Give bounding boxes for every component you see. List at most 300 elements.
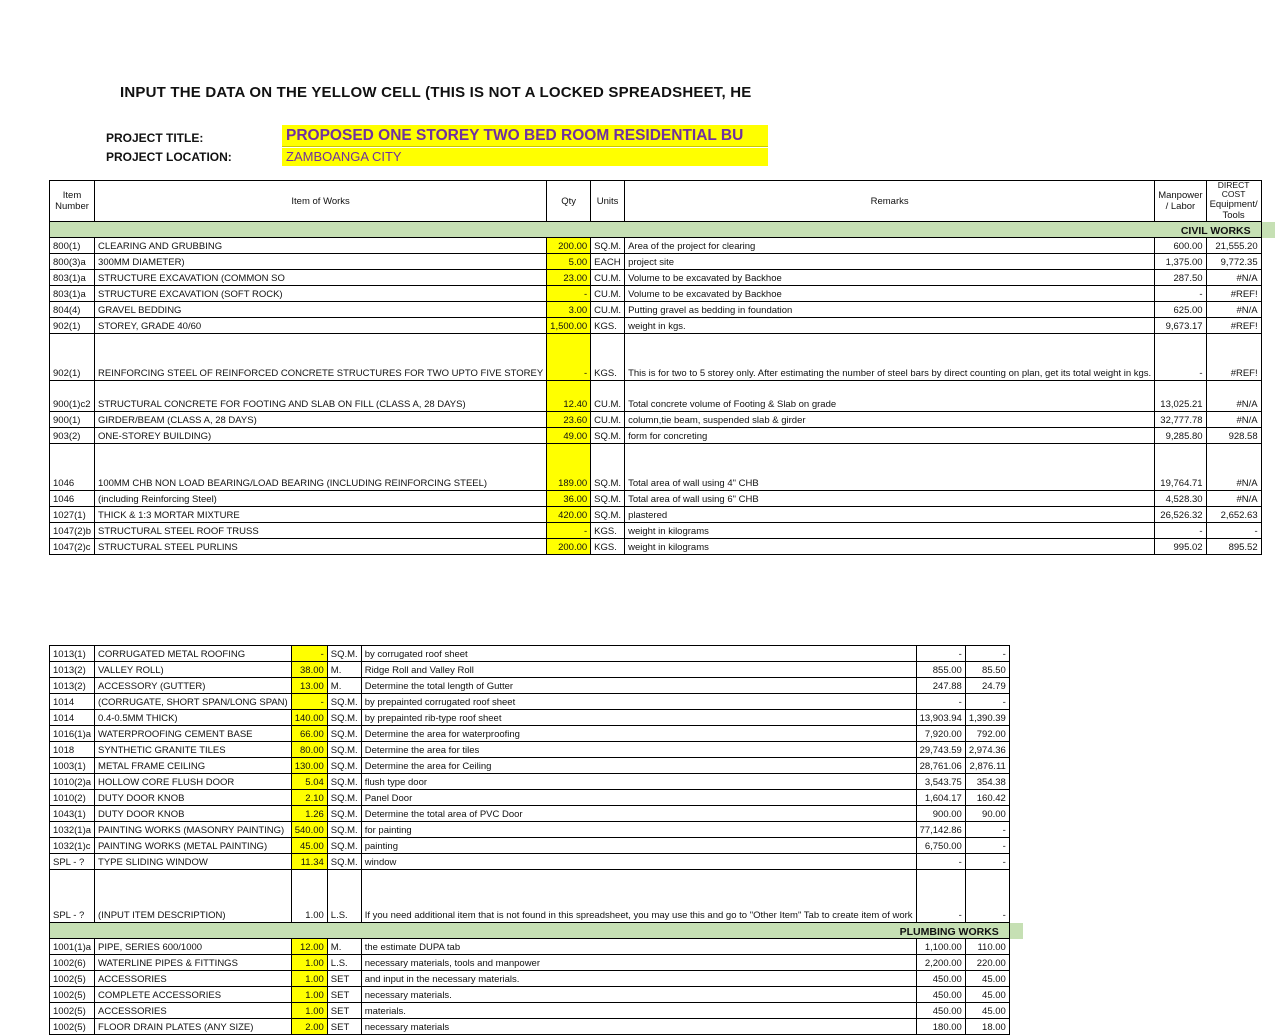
qty-cell[interactable]: 66.00	[291, 726, 327, 742]
qty-cell[interactable]: 12.40	[547, 381, 591, 412]
labor-cost-cell: 77,142.86	[916, 822, 965, 838]
remarks-cell: Determine the area for tiles	[361, 742, 916, 758]
item-of-works-cell: STRUCTURE EXCAVATION (COMMON SO	[95, 270, 547, 286]
section-fill	[1261, 222, 1275, 238]
labor-cost-cell: 7,920.00	[916, 726, 965, 742]
qty-cell[interactable]: 23.00	[547, 270, 591, 286]
item-of-works-cell: SYNTHETIC GRANITE TILES	[95, 742, 292, 758]
table-row	[50, 662, 1024, 678]
qty-cell[interactable]: -	[547, 523, 591, 539]
qty-cell[interactable]: 2.00	[291, 1019, 327, 1035]
item-number-cell: 1032(1)a	[50, 822, 95, 838]
remarks-cell: Area of the project for clearing	[625, 238, 1155, 254]
units-cell: KGS.	[591, 318, 625, 334]
equipment-cost-cell: #REF!	[1206, 318, 1261, 334]
item-of-works-cell: THICK & 1:3 MORTAR MIXTURE	[95, 507, 547, 523]
remarks-cell: Volume to be excavated by Backhoe	[625, 270, 1155, 286]
equipment-cost-cell: -	[965, 694, 1009, 710]
qty-cell[interactable]: 540.00	[291, 822, 327, 838]
item-of-works-cell: DUTY DOOR KNOB	[95, 790, 292, 806]
qty-cell[interactable]: 23.60	[547, 412, 591, 428]
item-of-works-cell: PIPE, SERIES 600/1000	[95, 939, 292, 955]
qty-cell[interactable]: 36.00	[547, 491, 591, 507]
empty-cell	[1009, 742, 1023, 758]
units-cell: SQ.M.	[327, 646, 361, 662]
table-row	[50, 742, 1024, 758]
table-row	[50, 539, 1276, 555]
item-number-cell: 1003(1)	[50, 758, 95, 774]
table-row	[50, 854, 1024, 870]
item-of-works-cell: FLOOR DRAIN PLATES (ANY SIZE)	[95, 1019, 292, 1035]
qty-cell[interactable]: 200.00	[547, 539, 591, 555]
qty-cell[interactable]: 38.00	[291, 662, 327, 678]
empty-cell	[1261, 491, 1275, 507]
table-row	[50, 444, 1276, 491]
empty-cell	[1009, 678, 1023, 694]
item-number-cell: 1027(1)	[50, 507, 95, 523]
remarks-cell: necessary materials, tools and manpower	[361, 955, 916, 971]
qty-cell[interactable]: 200.00	[547, 238, 591, 254]
empty-cell	[1261, 254, 1275, 270]
equipment-label: Equipment/ Tools	[1209, 199, 1258, 221]
qty-cell[interactable]: -	[547, 334, 591, 381]
item-number-cell: 1010(2)	[50, 790, 95, 806]
units-cell: SQ.M.	[327, 838, 361, 854]
qty-cell[interactable]: 1.00	[291, 971, 327, 987]
labor-cost-cell: 180.00	[916, 1019, 965, 1035]
item-of-works-cell: WATERLINE PIPES & FITTINGS	[95, 955, 292, 971]
units-cell: SQ.M.	[327, 694, 361, 710]
labor-cost-cell: 450.00	[916, 1003, 965, 1019]
item-number-cell: SPL - ?	[50, 870, 95, 923]
qty-cell[interactable]: 140.00	[291, 710, 327, 726]
table-row	[50, 646, 1024, 662]
qty-cell[interactable]: 1.00	[291, 955, 327, 971]
equipment-cost-cell: -	[965, 646, 1009, 662]
units-cell: KGS.	[591, 523, 625, 539]
empty-cell	[1009, 646, 1023, 662]
equipment-cost-cell: 45.00	[965, 1003, 1009, 1019]
empty-cell	[1261, 181, 1275, 222]
table-row	[50, 491, 1276, 507]
qty-cell[interactable]: 420.00	[547, 507, 591, 523]
table-row	[50, 1019, 1024, 1035]
remarks-cell: If you need additional item that is not found in this spreadsheet, you may use this and go to "Other Item" Tab to create item of work	[361, 870, 916, 923]
qty-cell[interactable]: 5.00	[547, 254, 591, 270]
equipment-cost-cell: 1,390.39	[965, 710, 1009, 726]
col-header-item-of-works: Item of Works	[95, 181, 547, 222]
table-row	[50, 238, 1276, 254]
equipment-cost-cell: #N/A	[1206, 412, 1261, 428]
empty-cell	[1261, 444, 1275, 491]
civil-works-table	[49, 180, 1276, 555]
table-row	[50, 678, 1024, 694]
qty-cell[interactable]: 11.34	[291, 854, 327, 870]
units-cell: CU.M.	[591, 412, 625, 428]
units-cell: SQ.M.	[591, 444, 625, 491]
item-of-works-cell: METAL FRAME CEILING	[95, 758, 292, 774]
table-row	[50, 1003, 1024, 1019]
item-number-cell: 903(2)	[50, 428, 95, 444]
units-cell: SET	[327, 971, 361, 987]
item-of-works-cell: (INPUT ITEM DESCRIPTION)	[95, 870, 292, 923]
finishing-works-rows	[50, 646, 1024, 923]
item-of-works-cell: STRUCTURE EXCAVATION (SOFT ROCK)	[95, 286, 547, 302]
col-header-remarks: Remarks	[625, 181, 1155, 222]
qty-cell[interactable]: 3.00	[547, 302, 591, 318]
item-number-cell: 800(3)a	[50, 254, 95, 270]
remarks-cell: necessary materials	[361, 1019, 916, 1035]
qty-cell[interactable]: 45.00	[291, 838, 327, 854]
equipment-cost-cell: 9,772.35	[1206, 254, 1261, 270]
col-header-equipment	[1206, 181, 1261, 222]
labor-cost-cell: -	[916, 870, 965, 923]
qty-cell[interactable]: -	[547, 286, 591, 302]
labor-cost-cell: 900.00	[916, 806, 965, 822]
section-fill	[1009, 923, 1023, 939]
item-number-cell: 1013(2)	[50, 678, 95, 694]
units-cell: M.	[327, 662, 361, 678]
equipment-cost-cell: -	[965, 838, 1009, 854]
empty-cell	[1009, 790, 1023, 806]
empty-cell	[1261, 507, 1275, 523]
empty-cell	[1009, 774, 1023, 790]
plumbing-works-rows	[50, 939, 1024, 1035]
qty-cell[interactable]: 1.00	[291, 870, 327, 923]
labor-cost-cell: 32,777.78	[1155, 412, 1206, 428]
units-cell: CU.M.	[591, 286, 625, 302]
empty-cell	[1009, 1019, 1023, 1035]
table-row	[50, 381, 1276, 412]
project-title-input[interactable]: PROPOSED ONE STOREY TWO BED ROOM RESIDENTIAL BU	[282, 125, 768, 147]
qty-cell[interactable]: 12.00	[291, 939, 327, 955]
units-cell: SQ.M.	[327, 790, 361, 806]
empty-cell	[1261, 286, 1275, 302]
labor-cost-cell: 247.88	[916, 678, 965, 694]
units-cell: M.	[327, 678, 361, 694]
col-header-item-number: Item Number	[50, 181, 95, 222]
qty-cell[interactable]: 1,500.00	[547, 318, 591, 334]
equipment-cost-cell: 895.52	[1206, 539, 1261, 555]
item-of-works-cell: GIRDER/BEAM (CLASS A, 28 DAYS)	[95, 412, 547, 428]
remarks-cell: Total area of wall using 6" CHB	[625, 491, 1155, 507]
remarks-cell: plastered	[625, 507, 1155, 523]
remarks-cell: the estimate DUPA tab	[361, 939, 916, 955]
remarks-cell: by prepainted corrugated roof sheet	[361, 694, 916, 710]
remarks-cell: Ridge Roll and Valley Roll	[361, 662, 916, 678]
table-row	[50, 334, 1276, 381]
empty-cell	[1261, 539, 1275, 555]
table-row	[50, 428, 1276, 444]
labor-cost-cell: 3,543.75	[916, 774, 965, 790]
section-plumbing-works: PLUMBING WORKS	[50, 923, 1010, 939]
table-row	[50, 774, 1024, 790]
remarks-cell: Determine the area for waterproofing	[361, 726, 916, 742]
labor-cost-cell: 6,750.00	[916, 838, 965, 854]
remarks-cell: weight in kilograms	[625, 523, 1155, 539]
table-row	[50, 971, 1024, 987]
units-cell: SQ.M.	[327, 710, 361, 726]
equipment-cost-cell: 792.00	[965, 726, 1009, 742]
col-header-manpower: Manpower / Labor	[1155, 181, 1206, 222]
equipment-cost-cell: 928.58	[1206, 428, 1261, 444]
item-number-cell: 1002(5)	[50, 1019, 95, 1035]
remarks-cell: Volume to be excavated by Backhoe	[625, 286, 1155, 302]
table-row	[50, 758, 1024, 774]
table-row	[50, 412, 1276, 428]
item-of-works-cell: STRUCTURAL STEEL PURLINS	[95, 539, 547, 555]
qty-cell[interactable]: -	[291, 646, 327, 662]
table-row	[50, 987, 1024, 1003]
item-of-works-cell: TYPE SLIDING WINDOW	[95, 854, 292, 870]
item-of-works-cell: DUTY DOOR KNOB	[95, 806, 292, 822]
labor-cost-cell: 13,025.21	[1155, 381, 1206, 412]
item-number-cell: 1010(2)a	[50, 774, 95, 790]
labor-cost-cell: 995.02	[1155, 539, 1206, 555]
labor-cost-cell: -	[916, 854, 965, 870]
empty-cell	[1009, 838, 1023, 854]
qty-cell[interactable]: 2.10	[291, 790, 327, 806]
units-cell: L.S.	[327, 870, 361, 923]
equipment-cost-cell: 45.00	[965, 987, 1009, 1003]
empty-cell	[1009, 1003, 1023, 1019]
empty-cell	[1009, 758, 1023, 774]
units-cell: KGS.	[591, 539, 625, 555]
item-of-works-cell: PAINTING WORKS (METAL PAINTING)	[95, 838, 292, 854]
item-of-works-cell: COMPLETE ACCESSORIES	[95, 987, 292, 1003]
equipment-cost-cell: #N/A	[1206, 444, 1261, 491]
labor-cost-cell: 450.00	[916, 971, 965, 987]
section-civil-works: CIVIL WORKS	[50, 222, 1262, 238]
qty-cell[interactable]: 5.04	[291, 774, 327, 790]
units-cell: KGS.	[591, 334, 625, 381]
remarks-cell: necessary materials.	[361, 987, 916, 1003]
units-cell: SET	[327, 1003, 361, 1019]
remarks-cell: Putting gravel as bedding in foundation	[625, 302, 1155, 318]
project-title-label: PROJECT TITLE:	[106, 131, 204, 145]
remarks-cell: Total area of wall using 4" CHB	[625, 444, 1155, 491]
labor-cost-cell: 4,528.30	[1155, 491, 1206, 507]
remarks-cell: flush type door	[361, 774, 916, 790]
item-of-works-cell: (including Reinforcing Steel)	[95, 491, 547, 507]
item-of-works-cell: STRUCTURAL CONCRETE FOR FOOTING AND SLAB ON FILL (CLASS A, 28 DAYS)	[95, 381, 547, 412]
remarks-cell: weight in kilograms	[625, 539, 1155, 555]
table-row	[50, 710, 1024, 726]
empty-cell	[1009, 987, 1023, 1003]
table-row	[50, 726, 1024, 742]
labor-cost-cell: 287.50	[1155, 270, 1206, 286]
equipment-cost-cell: 110.00	[965, 939, 1009, 955]
table-row	[50, 523, 1276, 539]
labor-cost-cell: 26,526.32	[1155, 507, 1206, 523]
col-header-units: Units	[591, 181, 625, 222]
item-number-cell: SPL - ?	[50, 854, 95, 870]
units-cell: SQ.M.	[327, 806, 361, 822]
item-number-cell: 1002(5)	[50, 987, 95, 1003]
labor-cost-cell: 1,375.00	[1155, 254, 1206, 270]
remarks-cell: Determine the total area of PVC Door	[361, 806, 916, 822]
remarks-cell: for painting	[361, 822, 916, 838]
table-row	[50, 507, 1276, 523]
units-cell: SET	[327, 1019, 361, 1035]
remarks-cell: Determine the total length of Gutter	[361, 678, 916, 694]
empty-cell	[1009, 806, 1023, 822]
item-number-cell: 1046	[50, 444, 95, 491]
qty-cell[interactable]: 1.26	[291, 806, 327, 822]
item-of-works-cell: ACCESSORIES	[95, 971, 292, 987]
labor-cost-cell: -	[1155, 286, 1206, 302]
labor-cost-cell: -	[916, 646, 965, 662]
equipment-cost-cell: -	[1206, 523, 1261, 539]
item-number-cell: 800(1)	[50, 238, 95, 254]
empty-cell	[1261, 318, 1275, 334]
equipment-cost-cell: 220.00	[965, 955, 1009, 971]
item-number-cell: 804(4)	[50, 302, 95, 318]
project-location-label: PROJECT LOCATION:	[106, 150, 232, 164]
item-of-works-cell: 100MM CHB NON LOAD BEARING/LOAD BEARING (INCLUDING REINFORCING STEEL)	[95, 444, 547, 491]
labor-cost-cell: 28,761.06	[916, 758, 965, 774]
item-of-works-cell: VALLEY ROLL)	[95, 662, 292, 678]
units-cell: SQ.M.	[591, 491, 625, 507]
table-row	[50, 318, 1276, 334]
units-cell: SQ.M.	[591, 238, 625, 254]
item-number-cell: 1016(1)a	[50, 726, 95, 742]
finishing-works-table	[49, 645, 1024, 1035]
equipment-cost-cell: -	[965, 870, 1009, 923]
units-cell: SQ.M.	[327, 758, 361, 774]
table-row	[50, 822, 1024, 838]
item-of-works-cell: HOLLOW CORE FLUSH DOOR	[95, 774, 292, 790]
labor-cost-cell: 1,100.00	[916, 939, 965, 955]
item-number-cell: 1047(2)c	[50, 539, 95, 555]
units-cell: SQ.M.	[327, 774, 361, 790]
empty-cell	[1261, 412, 1275, 428]
empty-cell	[1261, 523, 1275, 539]
item-of-works-cell: 300MM DIAMETER)	[95, 254, 547, 270]
equipment-cost-cell: 21,555.20	[1206, 238, 1261, 254]
labor-cost-cell: 1,604.17	[916, 790, 965, 806]
equipment-cost-cell: #N/A	[1206, 491, 1261, 507]
qty-cell[interactable]: 1.00	[291, 987, 327, 1003]
item-of-works-cell: (CORRUGATE, SHORT SPAN/LONG SPAN)	[95, 694, 292, 710]
labor-cost-cell: 9,673.17	[1155, 318, 1206, 334]
item-of-works-cell: ACCESSORY (GUTTER)	[95, 678, 292, 694]
labor-cost-cell: 2,200.00	[916, 955, 965, 971]
labor-cost-cell: -	[1155, 523, 1206, 539]
equipment-cost-cell: 2,974.36	[965, 742, 1009, 758]
item-of-works-cell: GRAVEL BEDDING	[95, 302, 547, 318]
remarks-cell: Panel Door	[361, 790, 916, 806]
qty-cell[interactable]: 189.00	[547, 444, 591, 491]
units-cell: SQ.M.	[327, 854, 361, 870]
item-of-works-cell: ONE-STOREY BUILDING)	[95, 428, 547, 444]
remarks-cell: window	[361, 854, 916, 870]
empty-cell	[1261, 302, 1275, 318]
item-number-cell: 1002(5)	[50, 971, 95, 987]
remarks-cell: materials.	[361, 1003, 916, 1019]
table-row	[50, 939, 1024, 955]
units-cell: SQ.M.	[591, 507, 625, 523]
item-number-cell: 1046	[50, 491, 95, 507]
units-cell: SQ.M.	[327, 742, 361, 758]
units-cell: SET	[327, 987, 361, 1003]
equipment-cost-cell: #REF!	[1206, 286, 1261, 302]
labor-cost-cell: 29,743.59	[916, 742, 965, 758]
item-number-cell: 1014	[50, 710, 95, 726]
qty-cell[interactable]: 130.00	[291, 758, 327, 774]
labor-cost-cell: 625.00	[1155, 302, 1206, 318]
remarks-cell: by prepainted rib-type roof sheet	[361, 710, 916, 726]
units-cell: M.	[327, 939, 361, 955]
remarks-cell: form for concreting	[625, 428, 1155, 444]
item-of-works-cell: WATERPROOFING CEMENT BASE	[95, 726, 292, 742]
table-row	[50, 286, 1276, 302]
item-number-cell: 1032(1)c	[50, 838, 95, 854]
item-of-works-cell: STOREY, GRADE 40/60	[95, 318, 547, 334]
sheet-instruction-heading: INPUT THE DATA ON THE YELLOW CELL (THIS IS NOT A LOCKED SPREADSHEET, HE	[120, 84, 752, 101]
qty-cell[interactable]: 1.00	[291, 1003, 327, 1019]
qty-cell[interactable]: 13.00	[291, 678, 327, 694]
labor-cost-cell: 450.00	[916, 987, 965, 1003]
equipment-cost-cell: #N/A	[1206, 302, 1261, 318]
item-number-cell: 1047(2)b	[50, 523, 95, 539]
item-number-cell: 1043(1)	[50, 806, 95, 822]
empty-cell	[1261, 334, 1275, 381]
project-location-input[interactable]: ZAMBOANGA CITY	[282, 148, 768, 166]
labor-cost-cell: 19,764.71	[1155, 444, 1206, 491]
units-cell: L.S.	[327, 955, 361, 971]
remarks-cell: and input in the necessary materials.	[361, 971, 916, 987]
item-number-cell: 1001(1)a	[50, 939, 95, 955]
table-row	[50, 694, 1024, 710]
equipment-cost-cell: #REF!	[1206, 334, 1261, 381]
empty-cell	[1009, 870, 1023, 923]
table-row	[50, 870, 1024, 923]
remarks-cell: This is for two to 5 storey only. After estimating the number of steel bars by direct counting on plan, get its total weight in kgs.	[625, 334, 1155, 381]
equipment-cost-cell: -	[965, 822, 1009, 838]
empty-cell	[1009, 726, 1023, 742]
empty-cell	[1261, 270, 1275, 286]
table-row	[50, 270, 1276, 286]
labor-cost-cell: -	[916, 694, 965, 710]
empty-cell	[1261, 238, 1275, 254]
table-row	[50, 302, 1276, 318]
labor-cost-cell: 9,285.80	[1155, 428, 1206, 444]
labor-cost-cell: 13,903.94	[916, 710, 965, 726]
equipment-cost-cell: -	[965, 854, 1009, 870]
labor-cost-cell: 600.00	[1155, 238, 1206, 254]
labor-cost-cell: -	[1155, 334, 1206, 381]
item-number-cell: 1002(5)	[50, 1003, 95, 1019]
equipment-cost-cell: #N/A	[1206, 270, 1261, 286]
equipment-cost-cell: 354.38	[965, 774, 1009, 790]
item-of-works-cell: PAINTING WORKS (MASONRY PAINTING)	[95, 822, 292, 838]
empty-cell	[1261, 381, 1275, 412]
qty-cell[interactable]: -	[291, 694, 327, 710]
item-number-cell: 803(1)a	[50, 270, 95, 286]
qty-cell[interactable]: 80.00	[291, 742, 327, 758]
remarks-cell: Total concrete volume of Footing & Slab on grade	[625, 381, 1155, 412]
labor-cost-cell: 855.00	[916, 662, 965, 678]
equipment-cost-cell: 45.00	[965, 971, 1009, 987]
empty-cell	[1009, 955, 1023, 971]
item-number-cell: 902(1)	[50, 334, 95, 381]
empty-cell	[1009, 662, 1023, 678]
remarks-cell: project site	[625, 254, 1155, 270]
item-number-cell: 1002(6)	[50, 955, 95, 971]
qty-cell[interactable]: 49.00	[547, 428, 591, 444]
remarks-cell: weight in kgs.	[625, 318, 1155, 334]
